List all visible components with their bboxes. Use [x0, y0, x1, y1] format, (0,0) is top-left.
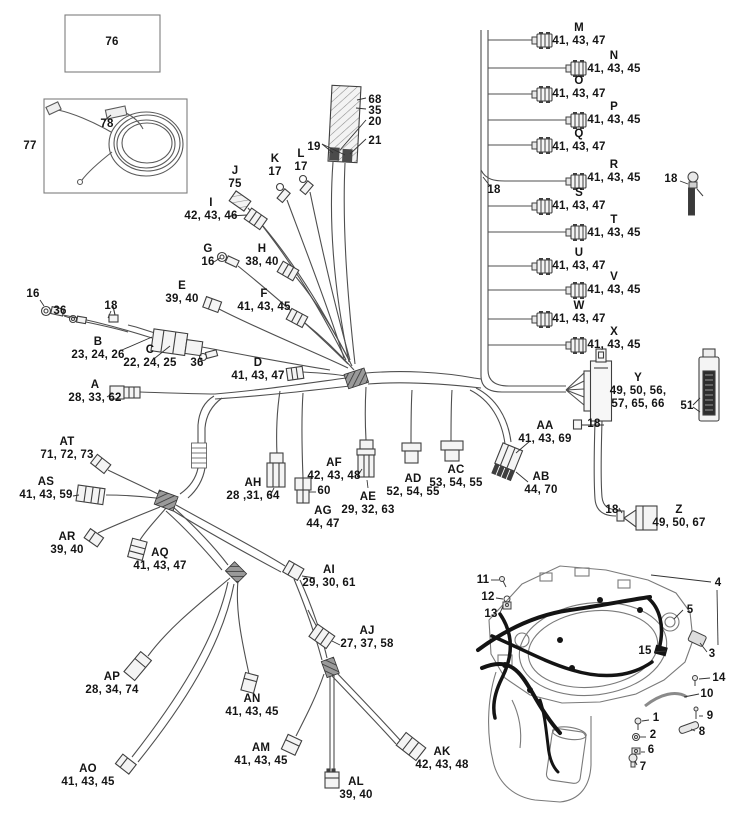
callout-Z-part-numbers: 49, 50, 67	[652, 517, 706, 529]
callout-AI	[302, 564, 355, 590]
callout-Y-part-numbers: 49, 50, 56,	[609, 385, 667, 397]
callout-9-id: 9	[706, 710, 714, 722]
callout-13	[484, 608, 497, 621]
callout-68-id: 68	[368, 94, 382, 106]
callout-T-part-numbers: 41, 43, 45	[587, 227, 641, 239]
callout-36-ring-id: 36	[53, 305, 67, 317]
callout-76-id: 76	[105, 36, 119, 48]
callout-AP	[85, 671, 138, 697]
callout-AS-part-numbers: 41, 43, 59	[19, 489, 73, 501]
callout-AB	[524, 471, 557, 497]
callout-AP-part-numbers: 28, 34, 74	[85, 684, 139, 696]
callout-X-id: X	[610, 326, 618, 338]
callout-P-part-numbers: 41, 43, 45	[587, 114, 641, 126]
callout-I-id: I	[209, 197, 213, 209]
callout-AA-id: AA	[536, 420, 554, 432]
callout-9	[707, 710, 714, 723]
callout-77	[23, 140, 36, 153]
callout-AH-id: AH	[244, 477, 262, 489]
callout-2	[650, 729, 657, 742]
callout-K-id: K	[270, 153, 280, 165]
callout-M-id: M	[574, 22, 584, 34]
callout-Z	[652, 504, 705, 530]
callout-AE	[341, 491, 394, 517]
callout-AG	[306, 505, 339, 531]
callout-D-id: D	[253, 357, 263, 369]
callout-AE-part-numbers: 29, 32, 63	[341, 504, 395, 516]
callout-AB-part-numbers: 44, 70	[524, 484, 558, 496]
callout-AK	[415, 746, 468, 772]
callout-AF	[307, 457, 360, 483]
callout-AI-part-numbers: 29, 30, 61	[302, 577, 356, 589]
callout-F	[237, 288, 290, 314]
callout-L	[294, 148, 307, 174]
callout-51	[680, 400, 693, 413]
callout-AE-id: AE	[359, 491, 377, 503]
callout-Y	[610, 372, 667, 411]
callout-J	[228, 165, 241, 191]
callout-AB-id: AB	[532, 471, 550, 483]
callout-Z-id: Z	[675, 504, 683, 516]
callout-U	[552, 247, 605, 273]
callout-AK-id: AK	[433, 746, 451, 758]
callout-H-part-numbers: 38, 40	[245, 256, 279, 268]
callout-19-id: 19	[307, 141, 321, 153]
callout-V-part-numbers: 41, 43, 45	[587, 284, 641, 296]
callout-T	[587, 214, 640, 240]
callout-A	[68, 379, 121, 405]
callout-AQ-part-numbers: 41, 43, 47	[133, 560, 187, 572]
callout-Q	[552, 128, 605, 154]
callout-10-id: 10	[700, 688, 714, 700]
callout-X-part-numbers: 41, 43, 45	[587, 339, 641, 351]
callout-8-id: 8	[698, 726, 706, 738]
callout-11	[477, 574, 490, 587]
callout-60-id: 60	[317, 485, 331, 497]
callout-12-id: 12	[481, 591, 495, 603]
callout-51-id: 51	[680, 400, 694, 412]
callout-G-part-numbers: 16	[201, 256, 215, 268]
callout-M	[552, 22, 605, 48]
callout-12	[481, 591, 494, 604]
callout-V-id: V	[610, 271, 618, 283]
callout-AJ-part-numbers: 27, 37, 58	[340, 638, 394, 650]
callout-78	[100, 118, 113, 131]
callout-76	[105, 36, 118, 49]
callout-AR-id: AR	[58, 531, 76, 543]
callout-1-id: 1	[652, 712, 660, 724]
callout-6	[648, 744, 655, 757]
callout-K-part-numbers: 17	[268, 166, 282, 178]
callout-M-part-numbers: 41, 43, 47	[552, 35, 606, 47]
callout-N	[587, 50, 640, 76]
callout-4-id: 4	[714, 577, 722, 589]
callout-18-stud	[664, 173, 677, 186]
callout-AH	[226, 477, 279, 503]
callout-E-part-numbers: 39, 40	[165, 293, 199, 305]
callout-U-id: U	[574, 247, 584, 259]
callout-18-z-wire	[605, 504, 618, 517]
callout-AH-part-numbers: 28 ,31, 64	[226, 490, 280, 502]
callout-AA-part-numbers: 41, 43, 69	[518, 433, 572, 445]
callout-7	[640, 761, 647, 774]
callout-V	[587, 271, 640, 297]
callout-H	[245, 243, 278, 269]
callout-O	[552, 75, 605, 101]
callout-AM	[234, 742, 287, 768]
callout-F-part-numbers: 41, 43, 45	[237, 301, 291, 313]
callout-B-id: B	[93, 336, 103, 348]
callout-19	[307, 141, 320, 154]
callout-18-y-cable	[587, 418, 600, 431]
callout-20	[368, 116, 381, 129]
callout-18-left-id: 18	[104, 300, 118, 312]
callout-AL-part-numbers: 39, 40	[339, 789, 373, 801]
callout-AR	[50, 531, 83, 557]
callout-AG-id: AG	[314, 505, 332, 517]
callout-5-id: 5	[686, 604, 694, 616]
callout-W-part-numbers: 41, 43, 47	[552, 313, 606, 325]
callout-AT	[40, 436, 93, 462]
callout-16-ring-id: 16	[26, 288, 40, 300]
callout-AS-id: AS	[37, 476, 55, 488]
callout-77-id: 77	[23, 140, 37, 152]
callout-AN-id: AN	[243, 693, 261, 705]
callout-C-part-numbers: 22, 24, 25	[123, 357, 177, 369]
callout-20-id: 20	[368, 116, 382, 128]
callout-Q-part-numbers: 41, 43, 47	[552, 141, 606, 153]
callout-AT-part-numbers: 71, 72, 73	[40, 449, 94, 461]
callout-B	[71, 336, 124, 362]
callout-AO-id: AO	[79, 763, 97, 775]
callout-AO	[61, 763, 114, 789]
callout-AD-id: AD	[404, 473, 422, 485]
callout-I-part-numbers: 42, 43, 46	[184, 210, 238, 222]
callout-10	[700, 688, 713, 701]
callout-C	[123, 344, 176, 370]
callout-R	[587, 159, 640, 185]
callout-AK-part-numbers: 42, 43, 48	[415, 759, 469, 771]
callout-36-ring-2-id: 36	[190, 357, 204, 369]
callout-O-part-numbers: 41, 43, 47	[552, 88, 606, 100]
callout-18-stud-id: 18	[664, 173, 678, 185]
callout-18-left	[104, 300, 117, 313]
callout-3	[709, 648, 716, 661]
callout-AM-part-numbers: 41, 43, 45	[234, 755, 288, 767]
callout-36-ring-2	[190, 357, 203, 370]
callout-O-id: O	[574, 75, 584, 87]
callout-L-part-numbers: 17	[294, 161, 308, 173]
callout-4	[715, 577, 722, 590]
callout-7-id: 7	[639, 761, 647, 773]
callout-N-id: N	[609, 50, 619, 62]
callout-13-id: 13	[484, 608, 498, 620]
callout-R-id: R	[609, 159, 619, 171]
callout-AD-part-numbers: 52, 54, 55	[386, 486, 440, 498]
callout-H-id: H	[257, 243, 267, 255]
callout-G-id: G	[203, 243, 213, 255]
callout-AM-id: AM	[251, 742, 271, 754]
callout-E-id: E	[178, 280, 186, 292]
callout-18-trunk-id: 18	[487, 184, 501, 196]
callout-S	[552, 187, 605, 213]
callout-AO-part-numbers: 41, 43, 45	[61, 776, 115, 788]
callout-AG-part-numbers: 44, 47	[306, 518, 340, 530]
callout-C-id: C	[145, 344, 155, 356]
callout-AR-part-numbers: 39, 40	[50, 544, 84, 556]
callout-15-id: 15	[638, 645, 652, 657]
callout-Y-part-numbers: 57, 65, 66	[611, 398, 665, 410]
callout-6-id: 6	[647, 744, 655, 756]
callout-U-part-numbers: 41, 43, 47	[552, 260, 606, 272]
callout-AN	[225, 693, 278, 719]
callout-16-ring	[26, 288, 39, 301]
callout-R-part-numbers: 41, 43, 45	[587, 172, 641, 184]
callout-AP-id: AP	[103, 671, 121, 683]
callout-60	[317, 485, 330, 498]
callout-AL	[339, 776, 372, 802]
callout-P	[587, 101, 640, 127]
callout-AN-part-numbers: 41, 43, 45	[225, 706, 279, 718]
callout-D	[231, 357, 284, 383]
callout-P-id: P	[610, 101, 618, 113]
callout-D-part-numbers: 41, 43, 47	[231, 370, 285, 382]
callout-AA	[518, 420, 571, 446]
callout-S-part-numbers: 41, 43, 47	[552, 200, 606, 212]
callout-B-part-numbers: 23, 24, 26	[71, 349, 125, 361]
callout-E	[165, 280, 198, 306]
callout-36-ring	[53, 305, 66, 318]
callout-AI-id: AI	[323, 564, 335, 576]
callout-I	[184, 197, 237, 223]
callout-78-id: 78	[100, 118, 114, 130]
callout-3-id: 3	[708, 648, 716, 660]
callout-K	[268, 153, 281, 179]
callout-X	[587, 326, 640, 352]
callout-AJ-id: AJ	[359, 625, 375, 637]
callout-AL-id: AL	[348, 776, 364, 788]
callout-T-id: T	[610, 214, 618, 226]
callout-15	[638, 645, 651, 658]
callout-21-id: 21	[368, 135, 382, 147]
callout-21	[368, 135, 381, 148]
callout-Y-id: Y	[634, 372, 642, 384]
callout-18-trunk	[487, 184, 500, 197]
callout-5	[687, 604, 694, 617]
callout-G	[201, 243, 214, 269]
callout-J-part-numbers: 75	[228, 178, 242, 190]
callout-AS	[19, 476, 72, 502]
callout-W-id: W	[573, 300, 585, 312]
callout-AQ-id: AQ	[151, 547, 169, 559]
callout-AC-part-numbers: 53, 54, 55	[429, 477, 483, 489]
callout-AF-id: AF	[326, 457, 342, 469]
callout-18-z-wire-id: 18	[605, 504, 619, 516]
callout-J-id: J	[231, 165, 239, 177]
callout-14-id: 14	[712, 672, 726, 684]
callout-AQ	[133, 547, 186, 573]
callout-35-id: 35	[368, 105, 382, 117]
callout-A-part-numbers: 28, 33, 62	[68, 392, 122, 404]
callout-11-id: 11	[476, 574, 490, 586]
callout-L-id: L	[297, 148, 305, 160]
callout-A-id: A	[90, 379, 100, 391]
callout-W	[552, 300, 605, 326]
callout-Q-id: Q	[574, 128, 584, 140]
callout-18-y-cable-id: 18	[587, 418, 601, 430]
callout-14	[712, 672, 725, 685]
callout-F-id: F	[260, 288, 268, 300]
callout-8	[699, 726, 706, 739]
callout-S-id: S	[575, 187, 583, 199]
callout-AF-part-numbers: 42, 43, 48	[307, 470, 361, 482]
callout-AC-id: AC	[447, 464, 465, 476]
callout-AT-id: AT	[59, 436, 75, 448]
callout-AJ	[340, 625, 393, 651]
callout-2-id: 2	[649, 729, 657, 741]
callout-1	[653, 712, 660, 725]
callout-N-part-numbers: 41, 43, 45	[587, 63, 641, 75]
